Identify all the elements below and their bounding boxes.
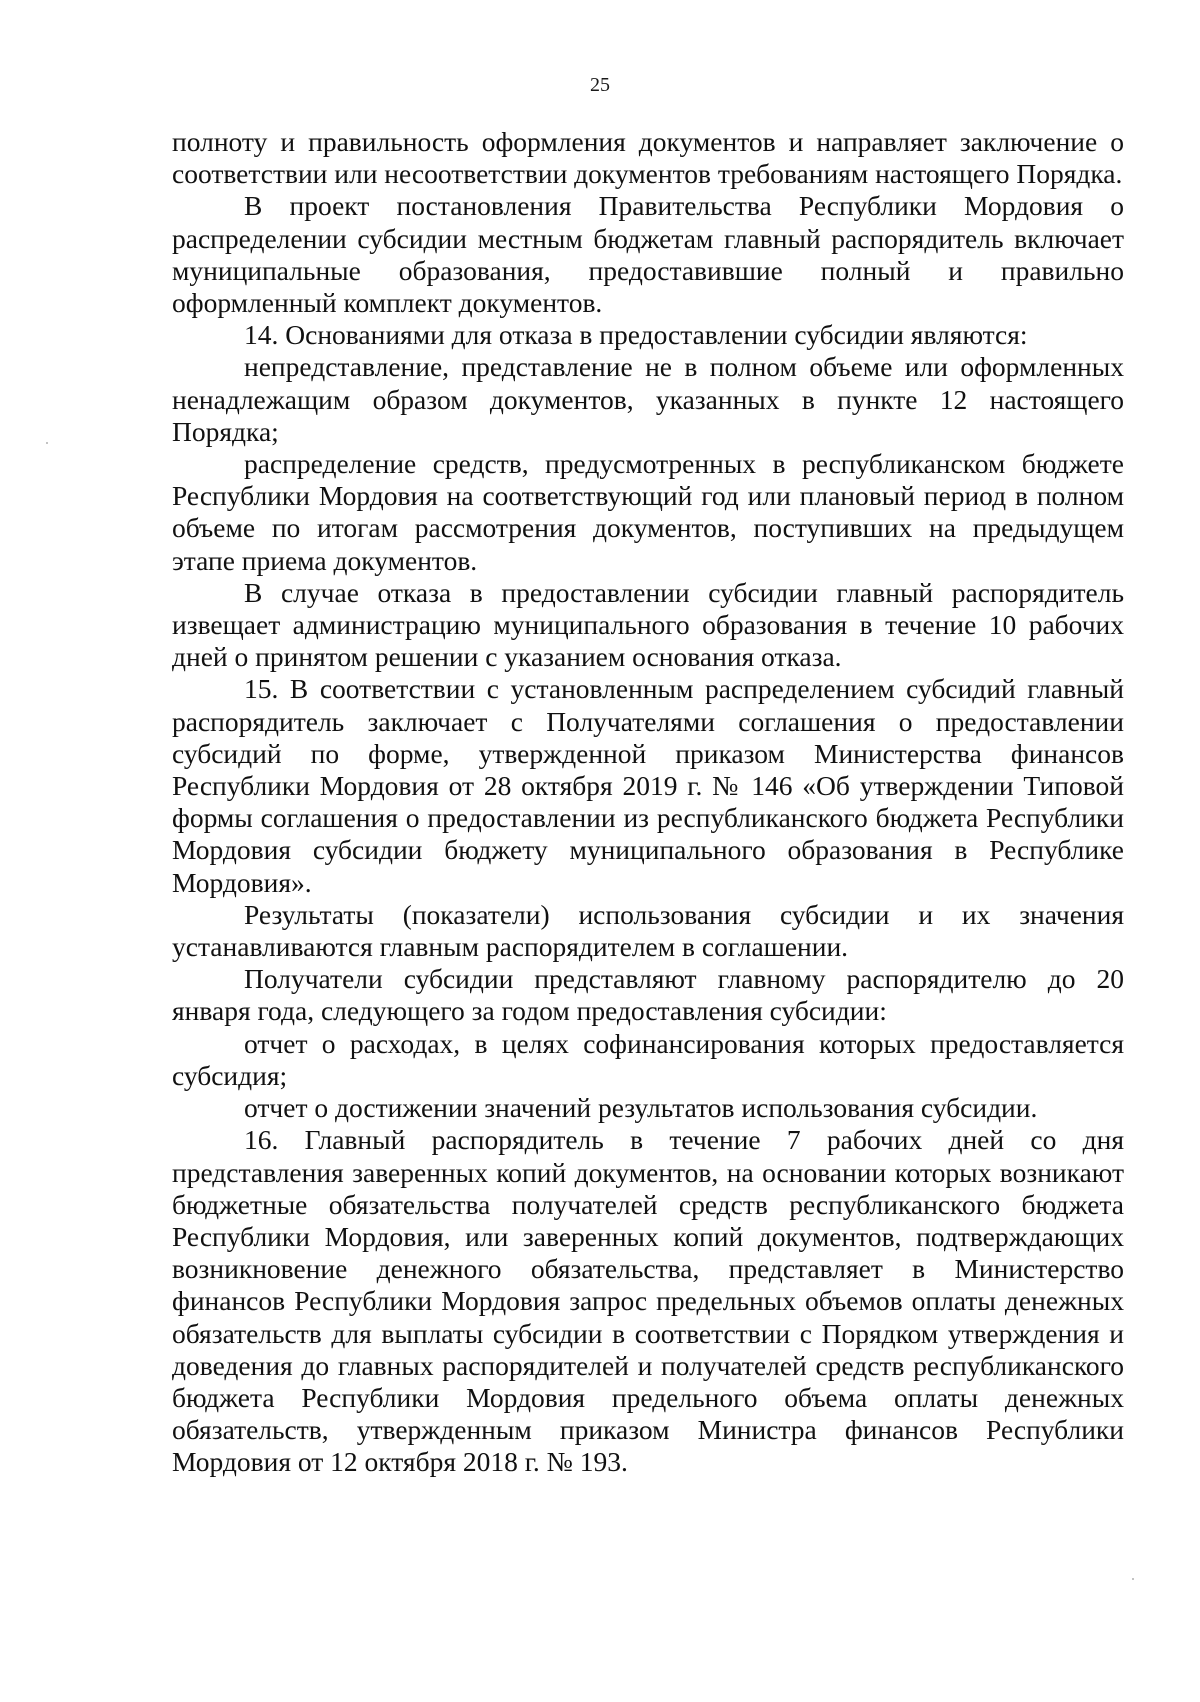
page-number: 25 <box>590 74 610 96</box>
paragraph-clause-14: 14. Основаниями для отказа в предоставлении субсидии являются: <box>244 319 1028 351</box>
paragraph-results-indicators: Результаты (показатели) использования субсидии и их значения устанавливаются главным распорядителем в соглашении. <box>172 898 1124 963</box>
scan-speck <box>1132 1578 1134 1580</box>
paragraph-report-results: отчет о достижении значений результатов использования субсидии. <box>244 1092 1038 1124</box>
paragraph-refusal-reason-1: непредставление, представление не в полном объеме или оформленных ненадлежащим образом документов, указанных в пункте 12 настоящего Порядка; <box>172 351 1124 447</box>
paragraph-refusal-reason-2: распределение средств, предусмотренных в республиканском бюджете Республики Мордовия на соответствующий год или плановый период в полном объеме по итогам рассмотрения документов, поступивших на предыдущем этапе приема документов. <box>172 448 1124 576</box>
scan-speck <box>46 442 48 444</box>
paragraph-recipients-report: Получатели субсидии представляют главному распорядителю до 20 января года, следующего за годом предоставления субсидии: <box>172 963 1124 1027</box>
document-body <box>172 126 1124 1479</box>
paragraph-refusal-notice: В случае отказа в предоставлении субсидии главный распорядитель извещает администрацию муниципального образования в течение 10 рабочих дней о принятом решении с указанием основания отказа. <box>172 576 1124 673</box>
paragraph-continuation: полноту и правильность оформления документов и направляет заключение о соответствии или несоответствии документов требованиям настоящего Порядка. <box>172 126 1124 190</box>
paragraph-clause-16: 16. Главный распорядитель в течение 7 рабочих дней со дня представления заверенных копий документов, на основании которых возникают бюджетные обязательства получателей средств республиканского бюджета Республики Мордовия, или заверенных копий документов, подтверждающих возникновение денежного обязательства, представляет в Министерство финансов Республики Мордовия запрос предельных объемов оплаты денежных обязательств для выплаты субсидии в соответствии с Порядком утверждения и доведения до главных распорядителей и получателей средств республиканского бюджета Республики Мордовия предельного объема оплаты денежных обязательств, утвержденным приказом Министра финансов Республики Мордовия от 12 октября 2018 г. № 193. <box>172 1124 1124 1478</box>
paragraph-clause-15: 15. В соответствии с установленным распределением субсидий главный распорядитель заключает с Получателями соглашения о предоставлении субсидий по форме, утвержденной приказом Министерства финансов Республики Мордовия от 28 октября 2019 г. № 146 «Об утверждении Типовой формы соглашения о предоставлении из республиканского бюджета Республики Мордовия субсидии бюджету муниципального образования в Республике Мордовия». <box>172 673 1124 898</box>
paragraph-draft-resolution: В проект постановления Правительства Республики Мордовия о распределении субсидии местным бюджетам главный распорядитель включает муниципальные образования, предоставившие полный и правильно оформленный комплект документов. <box>172 190 1124 319</box>
paragraph-report-expenses: отчет о расходах, в целях софинансирования которых предоставляется субсидия; <box>172 1027 1124 1091</box>
